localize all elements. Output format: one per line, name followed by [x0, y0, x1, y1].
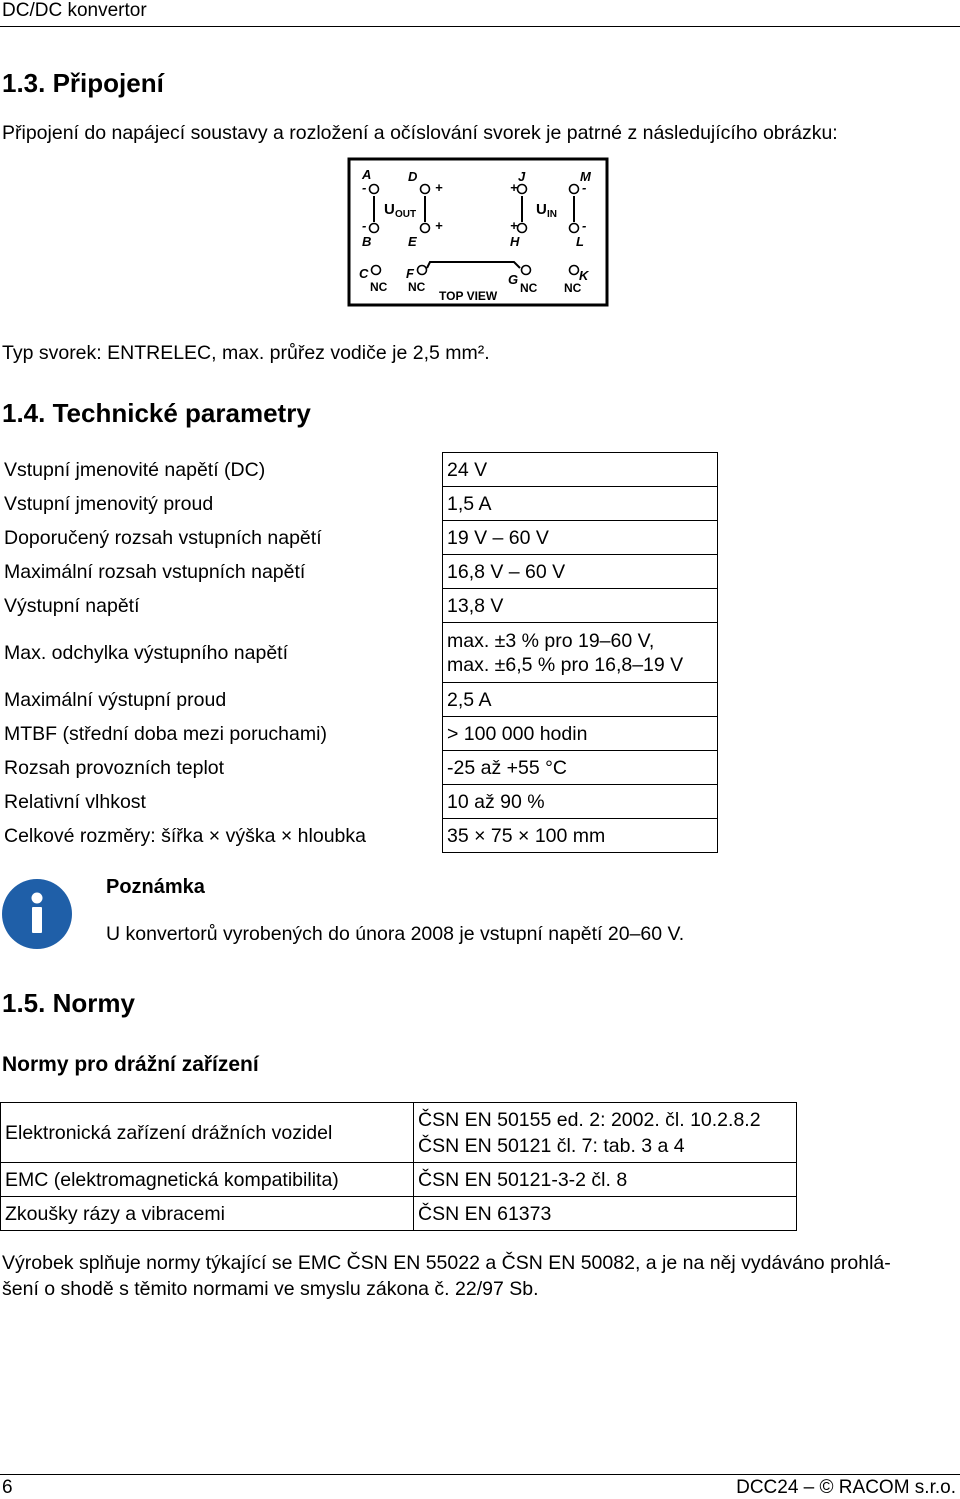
table-row — [0, 453, 718, 487]
header-rule — [0, 26, 960, 27]
note-title: Poznámka — [106, 876, 205, 898]
sign-m-minus: - — [582, 180, 587, 195]
param-label: Rozsah provozních teplot — [4, 756, 225, 779]
param-label: Maximální výstupní proud — [4, 688, 227, 711]
table-row — [1, 1163, 797, 1197]
terminal-type-note: Typ svorek: ENTRELEC, max. průřez vodiče je 2,5 mm². — [2, 342, 490, 364]
param-label: Vstupní jmenovitý proud — [4, 492, 214, 515]
parameters-table — [0, 452, 718, 853]
norm-value — [414, 1103, 797, 1163]
table-row — [0, 717, 718, 751]
sign-d-plus: + — [435, 180, 443, 195]
table-row — [0, 819, 718, 853]
info-icon — [2, 879, 72, 949]
table-row — [1, 1103, 797, 1163]
terminal-label-e: E — [408, 234, 417, 249]
terminal-label-k: K — [579, 268, 589, 283]
parameters-table-grid — [0, 452, 718, 853]
param-value: -25 až +55 °C — [443, 751, 718, 785]
param-value: 19 V – 60 V — [443, 521, 718, 555]
sign-j-plus: + — [510, 180, 518, 195]
u-in-subscript: IN — [547, 209, 557, 220]
terminal-label-a: A — [362, 167, 372, 182]
screw-d — [421, 185, 430, 194]
terminal-diagram — [346, 156, 610, 308]
table-row — [0, 555, 718, 589]
u-in-symbol: U — [536, 201, 547, 218]
terminal-label-m: M — [580, 169, 591, 184]
param-value: 10 až 90 % — [443, 785, 718, 819]
norm-label: Elektronická zařízení drážních vozidel — [1, 1103, 414, 1163]
param-label: Relativní vlhkost — [4, 790, 146, 813]
screw-m — [570, 185, 579, 194]
subheading-railway-norms: Normy pro drážní zařízení — [2, 1053, 259, 1076]
screw-b — [370, 224, 379, 233]
footer-rule — [0, 1474, 960, 1475]
param-value: 2,5 A — [443, 683, 718, 717]
table-row — [0, 751, 718, 785]
param-value-line2: max. ±6,5 % pro 16,8–19 V — [447, 653, 684, 676]
nc-label-f: NC — [408, 280, 426, 294]
sign-b-minus: - — [362, 218, 367, 233]
heading-connection: 1.3. Připojení — [2, 68, 164, 98]
table-row — [0, 785, 718, 819]
table-row — [1, 1197, 797, 1231]
conformity-text-line1: Výrobek splňuje normy týkající se EMC ČSN EN 55022 a ČSN EN 50082, a je na něj vydáváno prohlá- — [2, 1252, 891, 1274]
screw-l — [570, 224, 579, 233]
terminal-label-j: J — [518, 169, 526, 184]
heading-technical-parameters: 1.4. Technické parametry — [2, 398, 311, 428]
norm-value: ČSN EN 61373 — [414, 1197, 797, 1231]
param-value — [443, 623, 718, 683]
screw-k — [570, 266, 579, 275]
norm-value-line2: ČSN EN 50121 čl. 7: tab. 3 a 4 — [418, 1134, 685, 1157]
terminal-label-h: H — [510, 234, 520, 249]
param-label: Výstupní napětí — [4, 594, 140, 617]
sign-h-plus: + — [510, 218, 518, 233]
note-text: U konvertorů vyrobených do února 2008 je vstupní napětí 20–60 V. — [106, 923, 685, 945]
screw-c — [372, 266, 381, 275]
sign-l-minus: - — [582, 218, 587, 233]
running-header: DC/DC konvertor — [2, 0, 147, 21]
top-view-label: TOP VIEW — [439, 289, 498, 303]
param-value: 13,8 V — [443, 589, 718, 623]
page-number: 6 — [2, 1477, 13, 1498]
param-value: > 100 000 hodin — [443, 717, 718, 751]
param-label: MTBF (střední doba mezi poruchami) — [4, 722, 327, 745]
info-icon-svg — [2, 879, 72, 949]
u-out-symbol: U — [384, 201, 395, 218]
norm-label: Zkoušky rázy a vibracemi — [1, 1197, 414, 1231]
info-icon-stem — [32, 907, 42, 933]
param-value: 24 V — [443, 453, 718, 487]
param-value-line1: max. ±3 % pro 19–60 V, — [447, 629, 655, 652]
sign-e-plus: + — [435, 218, 443, 233]
norm-value: ČSN EN 50121-3-2 čl. 8 — [414, 1163, 797, 1197]
param-label: Doporučený rozsah vstupních napětí — [4, 526, 322, 549]
screw-f — [418, 266, 427, 275]
terminal-label-g: G — [508, 272, 519, 287]
sign-a-minus: - — [362, 180, 367, 195]
table-row — [0, 487, 718, 521]
screw-a — [370, 185, 379, 194]
table-row — [0, 521, 718, 555]
norms-table — [0, 1102, 797, 1231]
screw-h — [518, 224, 527, 233]
screw-j — [518, 185, 527, 194]
param-label: Vstupní jmenovité napětí (DC) — [4, 458, 266, 481]
param-value: 35 × 75 × 100 mm — [443, 819, 718, 853]
footer-doc-id: DCC24 – © RACOM s.r.o. — [736, 1477, 956, 1498]
nc-label-g: NC — [520, 281, 538, 295]
param-label: Maximální rozsah vstupních napětí — [4, 560, 306, 583]
norms-table-grid — [0, 1102, 797, 1231]
nc-label-k: NC — [564, 281, 582, 295]
table-row — [0, 589, 718, 623]
conformity-text-line2: šení o shodě s těmito normami ve smyslu zákona č. 22/97 Sb. — [2, 1278, 539, 1300]
screw-g — [522, 266, 531, 275]
param-label: Max. odchylka výstupního napětí — [4, 641, 288, 664]
screw-e — [421, 224, 430, 233]
terminal-label-f: F — [406, 266, 414, 281]
terminal-label-b: B — [362, 234, 372, 249]
terminal-label-l: L — [576, 234, 584, 249]
u-out-subscript: OUT — [395, 209, 417, 220]
norm-label: EMC (elektromagnetická kompatibilita) — [1, 1163, 414, 1197]
info-icon-dot — [32, 893, 43, 904]
norm-value-line1: ČSN EN 50155 ed. 2: 2002. čl. 10.2.8.2 — [418, 1108, 761, 1131]
table-row — [0, 683, 718, 717]
terminal-diagram-svg — [346, 156, 610, 308]
param-value: 16,8 V – 60 V — [443, 555, 718, 589]
param-value: 1,5 A — [443, 487, 718, 521]
param-label: Celkové rozměry: šířka × výška × hloubka — [4, 824, 366, 847]
terminal-label-c: C — [359, 266, 369, 281]
terminal-label-d: D — [408, 169, 418, 184]
heading-norms: 1.5. Normy — [2, 988, 135, 1018]
table-row — [0, 623, 718, 683]
connection-intro: Připojení do napájecí soustavy a rozložení a očíslování svorek je patrné z následujícího obrázku: — [2, 122, 838, 144]
nc-label-c: NC — [370, 280, 388, 294]
